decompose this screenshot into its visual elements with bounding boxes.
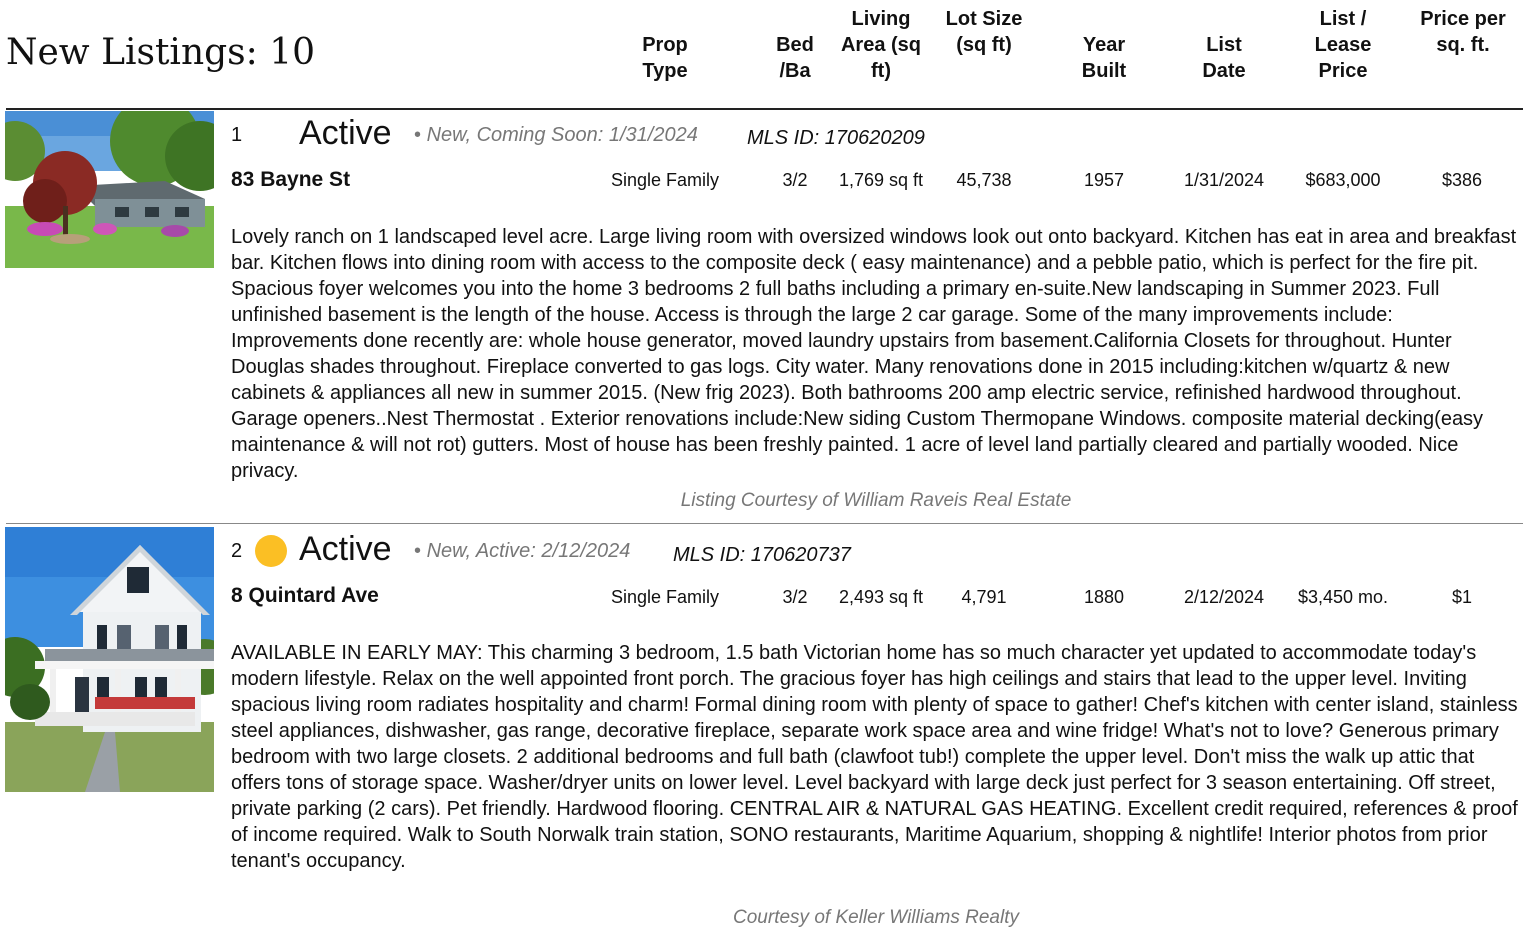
listing-1-number: 1 (231, 124, 243, 146)
listing-2-list-date: 2/12/2024 (1183, 587, 1265, 607)
listing-divider (6, 523, 1523, 524)
listing-2-courtesy: Courtesy of Keller Williams Realty (733, 907, 1019, 928)
column-header-list-price: List / Lease Price (1314, 8, 1372, 82)
listing-1-list-price: $683,000 (1305, 170, 1381, 190)
listing-2-number: 2 (231, 540, 243, 562)
listing-1-courtesy: Listing Courtesy of William Raveis Real Estate (680, 490, 1072, 511)
listing-1-bed-ba: 3/2 (782, 170, 808, 190)
listing-1-lot-size: 45,738 (956, 170, 1012, 190)
listing-2-status: Active (299, 530, 392, 568)
listing-1-list-date: 1/31/2024 (1183, 170, 1265, 190)
listing-1-prop-type: Single Family (610, 170, 720, 190)
column-header-price-per-sqft: Price per sq. ft. (1420, 8, 1506, 56)
listing-2-photo[interactable] (5, 527, 214, 792)
column-header-living-area: Living Area (sq ft) (840, 8, 922, 82)
listing-1-description: Lovely ranch on 1 landscaped level acre. Large living room with oversized windows look out onto backyard. Kitchen has eat in area and breakfast bar. Kitchen flows into dining room with access to the composite deck ( easy maintenance) and a pebble patio, which is perfect for the fire pit. Spacious foyer welcomes you into the home 3 bedrooms 2 full baths including a primary en-suite.New landscaping in Summer 2023. Full unfinished basement is the length of the house. Access is through the large 2 car garage. Some of the many improvements include: Improvements done recently are: whole house generator, moved laundry upstairs from basement.California Closets for throughout. Hunter Douglas shades throughout. Fireplace converted to gas logs. City water. Many renovations done in 2015 including:kitchen w/quartz & new cabinets & appliances all new in summer 2015. (New frig 2023). Both bathrooms 200 amp electric service, refinished hardwood throughout. Garage openers..Nest Thermostat . Exterior renovations include:New siding Custom Thermopane Windows. composite material decking(easy maintenance & will not rot) gutters. Most of house has been freshly painted. 1 acre of level land partially cleared and partially wooded. Nice privacy. (231, 226, 1517, 482)
listing-1-year-built: 1957 (1083, 170, 1125, 190)
column-header-bed-ba: Bed /Ba (776, 34, 814, 82)
listing-2-mls-id: MLS ID: 170620737 (673, 544, 851, 566)
listing-2-lot-size: 4,791 (961, 587, 1007, 607)
listing-2-status-note: • New, Active: 2/12/2024 (414, 540, 631, 562)
listing-2-living-area: 2,493 sq ft (838, 587, 924, 607)
listing-2-price-per-sqft: $1 (1451, 587, 1473, 607)
column-header-year-built: Year Built (1081, 34, 1127, 82)
column-header-lot-size: Lot Size (sq ft) (945, 8, 1023, 56)
listing-1-status: Active (299, 114, 392, 152)
listing-1-mls-id: MLS ID: 170620209 (747, 127, 925, 149)
page-title: New Listings: 10 (6, 32, 316, 73)
listing-1-price-per-sqft: $386 (1441, 170, 1483, 190)
listing-1-address[interactable]: 83 Bayne St (231, 168, 351, 191)
header-divider (6, 108, 1523, 110)
listing-2-bed-ba: 3/2 (782, 587, 808, 607)
listing-2-year-built: 1880 (1083, 587, 1125, 607)
listing-2-prop-type: Single Family (610, 587, 720, 607)
listing-2-address[interactable]: 8 Quintard Ave (231, 584, 379, 607)
column-header-list-date: List Date (1202, 34, 1246, 82)
status-dot-icon (255, 535, 287, 567)
listing-2-description: AVAILABLE IN EARLY MAY: This charming 3 bedroom, 1.5 bath Victorian home has so much character yet updated to accommodate today's modern lifestyle. Relax on the well appointed front porch. The gracious foyer has high ceilings and stairs that lead to the upper level. Inviting spacious living room radiates hospitality and charm! Formal dining room with plenty of space to gather! Chef's kitchen with center island, stainless steel appliances, dishwasher, gas range, decorative fireplace, separate work space area and wine fridge! What's not to love? Generous primary bedroom with two large closets. 2 additional bedrooms and full bath (clawfoot tub!) complete the upper level. Don't miss the walk up attic that offers tons of storage space. Washer/dryer units on lower level. Level backyard with large deck just perfect for 3 season entertaining. Off street, private parking (2 cars). Pet friendly. Hardwood flooring. CENTRAL AIR & NATURAL GAS HEATING. Excellent credit required, references & proof of income required. Walk to South Norwalk train station, SONO restaurants, Maritime Aquarium, shopping & nightlife! Interior photos from prior tenant's occupancy. (231, 642, 1518, 872)
listing-1-photo[interactable] (5, 111, 214, 268)
listing-2-list-price: $3,450 mo. (1297, 587, 1389, 607)
column-header-prop-type: Prop Type (642, 34, 688, 82)
listing-1-status-note: • New, Coming Soon: 1/31/2024 (414, 124, 698, 146)
listing-1-living-area: 1,769 sq ft (838, 170, 924, 190)
